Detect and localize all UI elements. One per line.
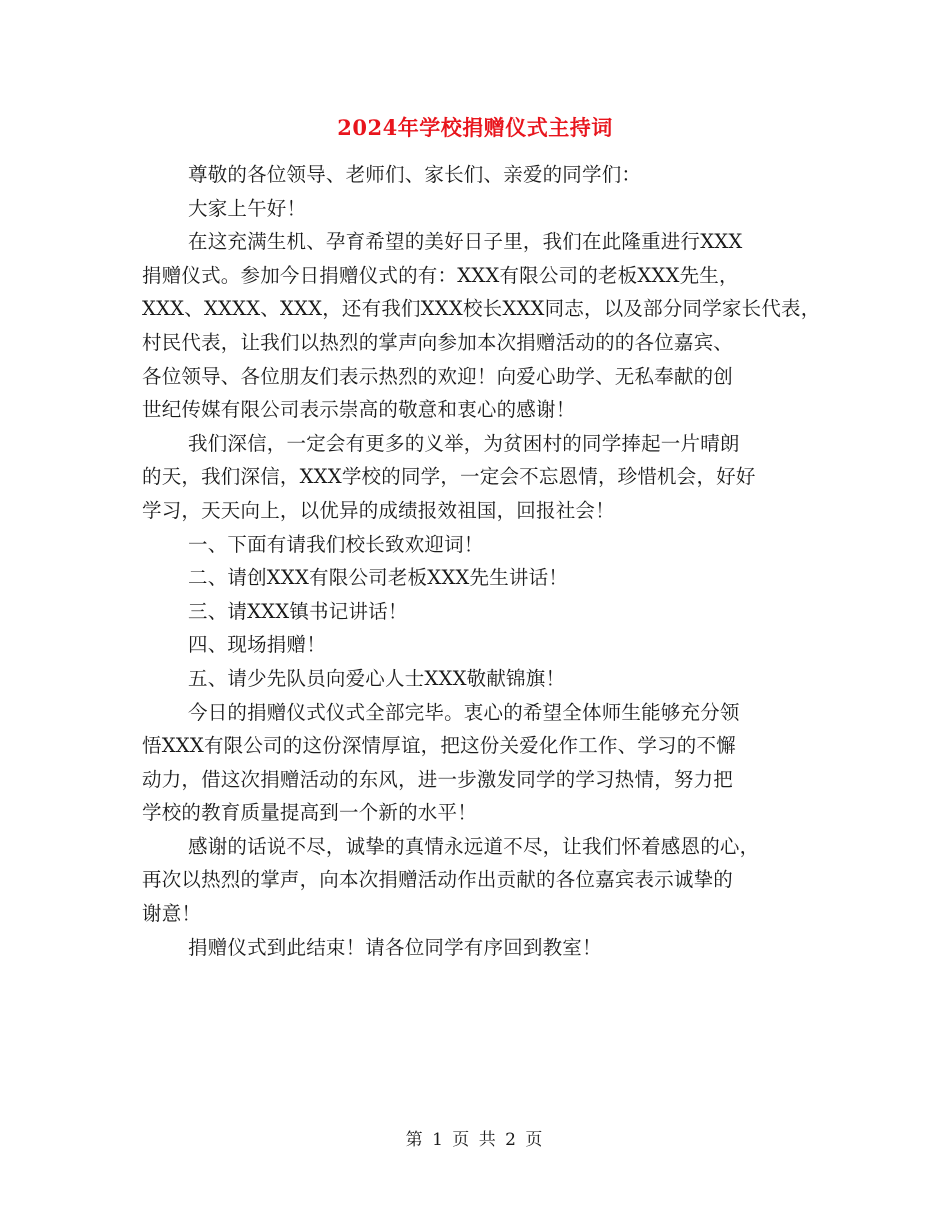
body-line: 二、请创XXX有限公司老板XXX先生讲话！ [188, 566, 568, 590]
body-line: 各位领导、各位朋友们表示热烈的欢迎！向爱心助学、无私奉献的创 [142, 364, 734, 388]
body-line: 我们深信，一定会有更多的义举，为贫困村的同学捧起一片晴朗 [188, 431, 740, 455]
body-line: 村民代表，让我们以热烈的掌声向参加本次捐赠活动的的各位嘉宾、 [142, 330, 734, 354]
body-line: 悟XXX有限公司的这份深情厚谊，把这份关爱化作工作、学习的不懈 [142, 734, 736, 758]
document-body [142, 158, 821, 964]
body-line: 的天，我们深信，XXX学校的同学，一定会不忘恩情，珍惜机会，好好 [142, 465, 756, 489]
body-line: 再次以热烈的掌声，向本次捐赠活动作出贡献的各位嘉宾表示诚挚的 [142, 868, 734, 892]
page-footer: 第 1 页 共 2 页 [405, 1130, 545, 1150]
body-line: 学习，天天向上，以优异的成绩报效祖国，回报社会！ [142, 498, 615, 522]
body-line: 今日的捐赠仪式仪式全部完毕。衷心的希望全体师生能够充分领 [188, 700, 740, 724]
body-line: 在这充满生机、孕育希望的美好日子里，我们在此隆重进行XXX [188, 230, 743, 254]
body-line: 感谢的话说不尽，诚挚的真情永远道不尽，让我们怀着感恩的心， [188, 834, 760, 858]
body-line: 学校的教育质量提高到一个新的水平！ [142, 801, 477, 825]
body-line: 谢意！ [142, 902, 202, 926]
body-line: 一、下面有请我们校长致欢迎词！ [188, 532, 484, 556]
body-line: 捐赠仪式到此结束！请各位同学有序回到教室！ [188, 935, 602, 959]
body-line: 四、现场捐赠！ [188, 633, 326, 657]
body-line: 捐赠仪式。参加今日捐赠仪式的有：XXX有限公司的老板XXX先生， [142, 263, 739, 287]
body-line: 三、请XXX镇书记讲话！ [188, 599, 408, 623]
body-line: 五、请少先队员向爱心人士XXX敬献锦旗！ [188, 666, 566, 690]
body-line: 大家上午好！ [188, 196, 307, 220]
body-line: XXX、XXXX、XXX，还有我们XXX校长XXX同志，以及部分同学家长代表， [142, 297, 821, 321]
body-line: 动力，借这次捐赠活动的东风，进一步激发同学的学习热情，努力把 [142, 767, 734, 791]
body-line: 尊敬的各位领导、老师们、家长们、亲爱的同学们： [188, 163, 642, 186]
body-line: 世纪传媒有限公司表示崇高的敬意和衷心的感谢！ [142, 398, 576, 422]
document-title: 2024年学校捐赠仪式主持词 [337, 115, 613, 140]
